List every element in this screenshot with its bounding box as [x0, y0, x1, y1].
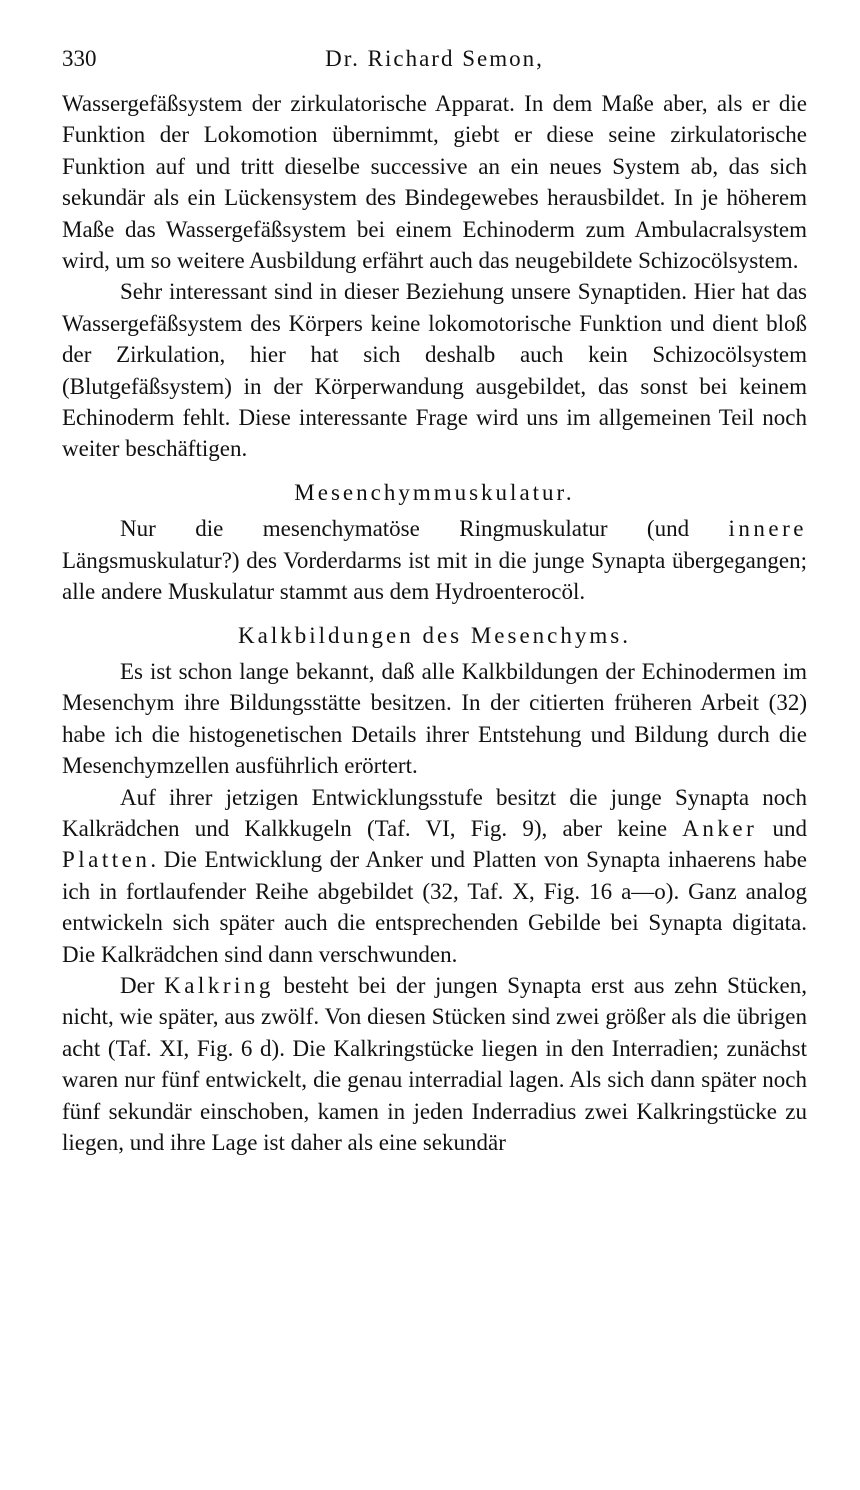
- emphasis-innere: innere: [728, 516, 807, 542]
- emphasis-kalkring: Kalkring: [164, 972, 274, 998]
- heading-kalkbildungen: Kalkbildungen des Mesenchyms.: [238, 622, 631, 648]
- page-number: 330: [62, 46, 97, 71]
- text-span: Nur die mesenchymatöse Ringmuskulatur (und: [120, 516, 729, 542]
- text-span: Längsmuskulatur?) des Vorderdarms ist mit in die junge Synapta übergegangen; alle andere Muskulatur stammt aus dem Hydroenterocöl.: [62, 547, 807, 605]
- paragraph-kalk-1: Es ist schon lange bekannt, daß alle Kalkbildungen der Echinodermen im Mesenchym ihre Bildungsstätte besitzen. In der citierten früheren Arbeit (32) habe ich die histogenetischen Details ihrer Entstehung und Bildung durch die Mesenchymzellen ausführlich erörtert.: [62, 658, 807, 779]
- running-head: Dr. Richard Semon,: [325, 46, 544, 71]
- text-span: Auf ihrer jetzigen Entwicklungsstufe besitzt die junge Synapta noch Kalkrädchen und Kalkkugeln (Taf. VI, Fig. 9), aber keine: [62, 784, 807, 841]
- page-header: [62, 46, 807, 80]
- text-span: besteht bei der jungen Synapta erst aus zehn Stücken, nicht, wie später, aus zwölf. Von diesen Stücken sind zwei größer als die übrigen acht (Taf. XI, Fig. 6 d). Die Kalkringstücke liegen in den Interradien; zunächst waren nur fünf entwickelt, die genau interradial lagen. Als sich dann später noch fünf sekundär einschoben, kamen in jeden Inderradius zwei Kalkringstücke zu liegen, und ihre Lage ist daher als eine sekundär: [62, 972, 807, 1155]
- body-text: [62, 88, 807, 1158]
- paragraph-kalk-2: [62, 782, 807, 970]
- paragraph-1: Wassergefäßsystem der zirkulatorische Apparat. In dem Maße aber, als er die Funktion der Lokomotion übernimmt, giebt er diese seine zirkulatorische Funktion auf und tritt dieselbe successive an ein neues System ab, das sich sekundär als ein Lückensystem des Bindegewebes herausbildet. In je höherem Maße das Wassergefäßsystem bei einem Echinoderm zum Ambulacralsystem wird, um so weitere Ausbildung erfährt auch das neugebildete Schizocölsystem.: [62, 91, 807, 274]
- paragraph-2: Sehr interessant sind in dieser Beziehung unsere Synaptiden. Hier hat das Wassergefäßsystem des Körpers keine lokomotorische Funktion und dient bloß der Zirkulation, hier hat sich deshalb auch kein Schizocölsystem (Blutgefäßsystem) in der Körperwandung ausgebildet, das sonst bei keinem Echinoderm fehlt. Diese interessante Frage wird uns im allgemeinen Teil noch weiter beschäftigen.: [62, 279, 807, 462]
- heading-mesenchymmuskulatur: Mesenchymmuskulatur.: [294, 479, 575, 505]
- paragraph-mesenchym: [62, 513, 807, 607]
- emphasis-platten: Platten: [62, 847, 151, 873]
- emphasis-anker: Anker: [682, 815, 758, 841]
- text-span: . Die Entwicklung der Anker und Platten von Synapta inhaerens habe ich in fortlaufender Reihe abgebildet (32, Taf. X, Fig. 16 a—o). Ganz analog entwickeln sich später auch die entsprechenden Gebilde bei Synapta digitata. Die Kalkrädchen sind dann verschwunden.: [62, 847, 807, 967]
- paragraph-kalk-3: [62, 970, 807, 1158]
- text-span: und: [757, 815, 807, 841]
- text-span: Der: [120, 972, 165, 998]
